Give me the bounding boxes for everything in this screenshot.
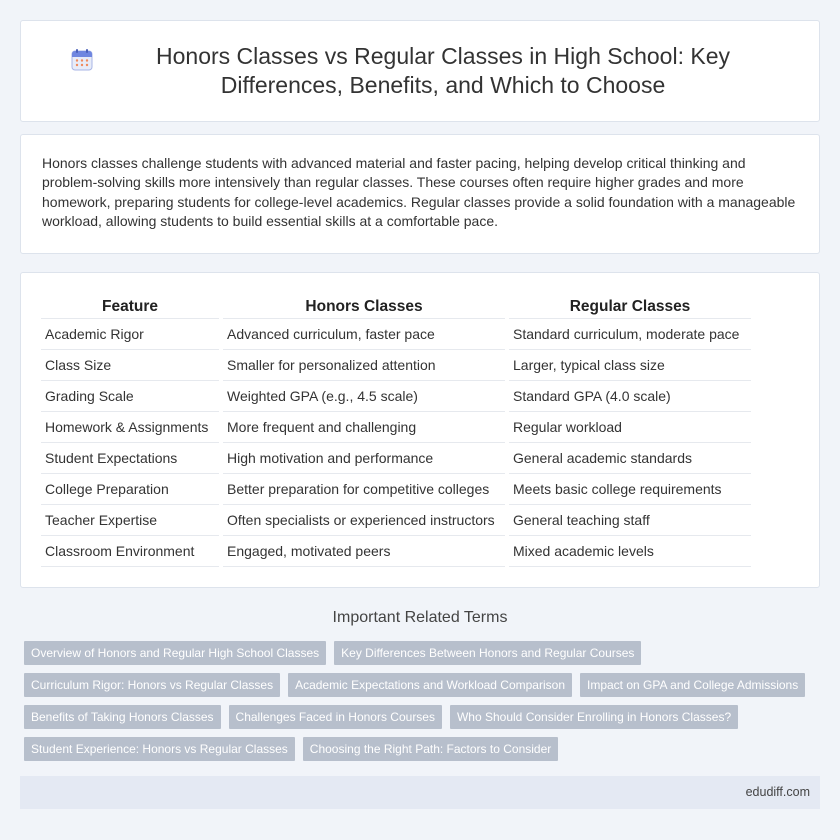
table-row	[41, 443, 751, 474]
table-cell: Larger, typical class size	[509, 350, 751, 381]
related-terms-title: Important Related Terms	[332, 609, 508, 626]
table-cell: Better preparation for competitive colleges	[223, 474, 505, 505]
calendar-icon	[70, 48, 94, 72]
table-cell: Standard curriculum, moderate pace	[509, 319, 751, 350]
table-row	[41, 474, 751, 505]
footer-site-name: edudiff.com	[745, 785, 810, 799]
related-term-link[interactable]: Curriculum Rigor: Honors vs Regular Classes	[24, 673, 280, 697]
intro-paragraph: Honors classes challenge students with advanced material and faster pacing, helping develop critical thinking and problem-solving skills more intensively than regular classes. These courses often require higher grades and more homework, preparing students for college-level academics. Regular classes provide a solid foundation with a manageable workload, allowing students to build essential skills at a comfortable pace.	[42, 155, 796, 230]
table-cell: Class Size	[41, 350, 219, 381]
related-term-link[interactable]: Overview of Honors and Regular High School Classes	[24, 641, 326, 665]
table-cell: General teaching staff	[509, 505, 751, 536]
related-term-link[interactable]: Challenges Faced in Honors Courses	[229, 705, 442, 729]
table-cell: Mixed academic levels	[509, 536, 751, 567]
table-cell: Classroom Environment	[41, 536, 219, 567]
intro-card	[20, 134, 820, 254]
table-cell: Smaller for personalized attention	[223, 350, 505, 381]
table-cell: Advanced curriculum, faster pace	[223, 319, 505, 350]
title-card	[20, 20, 820, 122]
table-cell: General academic standards	[509, 443, 751, 474]
table-cell: Regular workload	[509, 412, 751, 443]
tag-row	[24, 641, 824, 665]
table-row	[41, 319, 751, 350]
table-cell: Often specialists or experienced instructors	[223, 505, 505, 536]
table-cell: Academic Rigor	[41, 319, 219, 350]
table-cell: Teacher Expertise	[41, 505, 219, 536]
table-cell: Grading Scale	[41, 381, 219, 412]
tag-row	[24, 673, 824, 697]
related-term-link[interactable]: Student Experience: Honors vs Regular Classes	[24, 737, 295, 761]
table-row	[41, 505, 751, 536]
tag-row	[24, 705, 824, 729]
table-cell: Engaged, motivated peers	[223, 536, 505, 567]
column-header-regular: Regular Classes	[509, 295, 751, 319]
comparison-table	[37, 295, 755, 567]
table-cell: Standard GPA (4.0 scale)	[509, 381, 751, 412]
related-term-link[interactable]: Who Should Consider Enrolling in Honors Classes?	[450, 705, 738, 729]
table-row	[41, 412, 751, 443]
related-terms-list	[24, 641, 824, 769]
footer	[20, 776, 820, 809]
related-term-link[interactable]: Benefits of Taking Honors Classes	[24, 705, 221, 729]
page-title: Honors Classes vs Regular Classes in High School: Key Differences, Benefits, and Which to Choose	[156, 43, 730, 98]
table-cell: More frequent and challenging	[223, 412, 505, 443]
table-row	[41, 350, 751, 381]
table-cell: College Preparation	[41, 474, 219, 505]
table-cell: Weighted GPA (e.g., 4.5 scale)	[223, 381, 505, 412]
table-cell: Homework & Assignments	[41, 412, 219, 443]
table-row	[41, 536, 751, 567]
table-cell: Student Expectations	[41, 443, 219, 474]
comparison-card	[20, 272, 820, 588]
table-cell: Meets basic college requirements	[509, 474, 751, 505]
tag-row	[24, 737, 824, 761]
table-cell: High motivation and performance	[223, 443, 505, 474]
table-header-row	[41, 295, 751, 319]
title-wrap	[70, 42, 770, 100]
related-term-link[interactable]: Impact on GPA and College Admissions	[580, 673, 805, 697]
column-header-feature: Feature	[41, 295, 219, 319]
related-term-link[interactable]: Choosing the Right Path: Factors to Consider	[303, 737, 558, 761]
related-term-link[interactable]: Academic Expectations and Workload Comparison	[288, 673, 572, 697]
column-header-honors: Honors Classes	[223, 295, 505, 319]
table-row	[41, 381, 751, 412]
related-term-link[interactable]: Key Differences Between Honors and Regular Courses	[334, 641, 641, 665]
